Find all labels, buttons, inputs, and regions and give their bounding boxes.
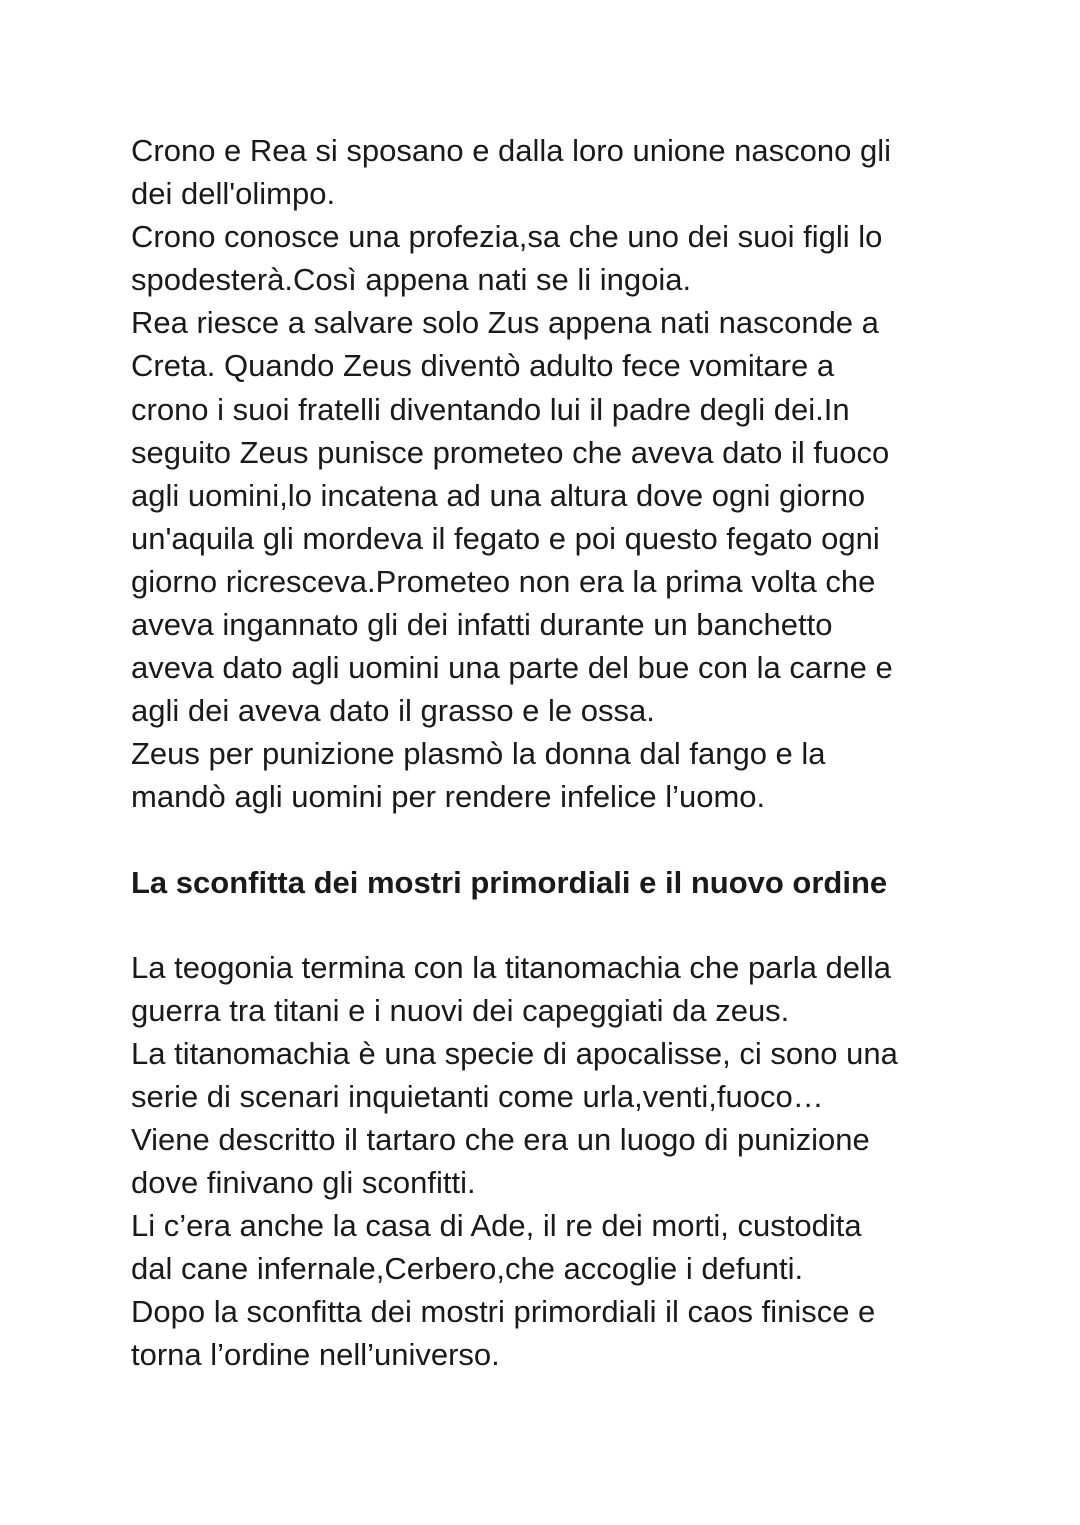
text-line: agli uomini,lo incatena ad una altura dove ogni giorno xyxy=(131,477,866,513)
section-spacer xyxy=(131,904,961,946)
text-line: mandò agli uomini per rendere infelice l’uomo. xyxy=(131,779,766,815)
text-line: agli dei aveva dato il grasso e le ossa. xyxy=(131,693,655,729)
text-line: La titanomachia è una specie di apocalisse, ci sono una xyxy=(131,1035,898,1071)
text-line: giorno ricresceva.Prometeo non era la prima volta che xyxy=(131,563,876,599)
text-line: crono i suoi fratelli diventando lui il padre degli dei.In xyxy=(131,391,850,427)
text-line: Zeus per punizione plasmò la donna dal fango e la xyxy=(131,736,826,772)
paragraph-crono-rea xyxy=(131,129,961,819)
paragraph-titanomachia xyxy=(131,946,961,1377)
text-line: Rea riesce a salvare solo Zus appena nati nasconde a xyxy=(131,305,879,341)
text-line: Dopo la sconfitta dei mostri primordiali il caos finisce e xyxy=(131,1294,876,1330)
document-body xyxy=(131,129,961,1377)
text-line: torna l’ordine nell’universo. xyxy=(131,1337,500,1373)
text-line: aveva dato agli uomini una parte del bue con la carne e xyxy=(131,650,893,686)
text-line: dal cane infernale,Cerbero,che accoglie i defunti. xyxy=(131,1251,804,1287)
text-line: La teogonia termina con la titanomachia che parla della xyxy=(131,949,891,985)
text-line: Crono e Rea si sposano e dalla loro unione nascono gli xyxy=(131,133,891,168)
text-line: Creta. Quando Zeus diventò adulto fece vomitare a xyxy=(131,348,835,384)
text-line: dei dell'olimpo. xyxy=(131,176,336,212)
text-line: Crono conosce una profezia,sa che uno dei suoi figli lo xyxy=(131,219,883,255)
text-line: serie di scenari inquietanti come urla,venti,fuoco… xyxy=(131,1078,824,1114)
text-line: guerra tra titani e i nuovi dei capeggiati da zeus. xyxy=(131,992,790,1028)
text-line: dove finivano gli sconfitti. xyxy=(131,1165,476,1201)
text-line: aveva ingannato gli dei infatti durante un banchetto xyxy=(131,607,833,643)
text-line: spodesterà.Così appena nati se li ingoia. xyxy=(131,262,692,298)
text-line: seguito Zeus punisce prometeo che aveva dato il fuoco xyxy=(131,434,890,470)
text-line: Viene descritto il tartaro che era un luogo di punizione xyxy=(131,1121,870,1157)
text-line: Li c’era anche la casa di Ade, il re dei morti, custodita xyxy=(131,1208,862,1244)
text-line: un'aquila gli mordeva il fegato e poi questo fegato ogni xyxy=(131,520,880,556)
section-heading: La sconfitta dei mostri primordiali e il nuovo ordine xyxy=(131,864,888,900)
